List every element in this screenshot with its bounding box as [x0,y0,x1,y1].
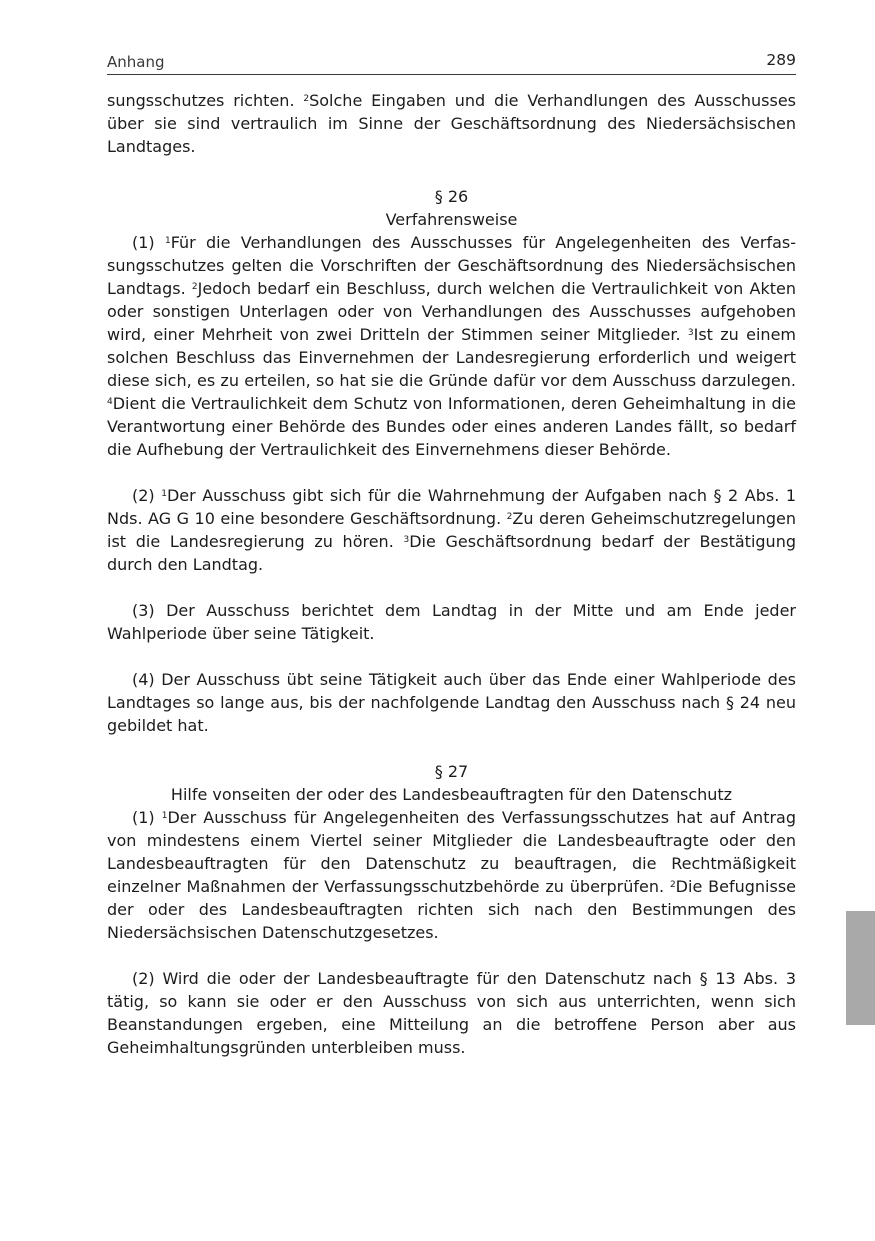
page-number: 289 [766,51,796,69]
section-27-title: Hilfe vonseiten der oder des Landesbeauftragten für den Datenschutz [170,785,733,804]
section-26-title: Verfahrensweise [385,210,518,229]
section-27-number: § 27 [434,762,469,781]
section-26-number: § 26 [434,187,469,206]
section-27-paragraph-1: (1) $^1$Der Ausschuss für Angelegenheiten des Verfassungsschutzes hat auf Antrag von mindestens einem Viertel seiner Mitglieder die Landesbeauftragte oder den Landesbeauftragten für den Datenschutz zu beauftragen, die Rechtmäßigkeit einzelner Maßnahmen der Verfassungsschutzbehörde zu überprüfen. $^2$Die Befugnisse der oder des Landesbeauftragten richten sich nach den Bestimmungen des Niedersächsischen Datenschutzgesetzes. [107,808,796,942]
page-body [107,89,796,1059]
section-26-paragraph-2: (2) $^1$Der Ausschuss gibt sich für die Wahrnehmung der Aufgaben nach § 2 Abs. 1 Nds. AG G 10 eine besondere Geschäftsordnung. $^2$Zu deren Geheimschutzregelungen ist die Landesregierung zu hören. $^3$Die Geschäftsordnung bedarf der Bestätigung durch den Landtag. [107,486,797,574]
running-header [107,52,796,75]
section-26-paragraph-1: (1) $^1$Für die Verhandlungen des Ausschusses für Angelegenheiten des Verfassungsschutzes gelten die Vorschriften der Geschäftsordnung des Niedersächsischen Landtags. $^2$Jedoch bedarf ein Beschluss, durch welchen die Vertraulichkeit von Akten oder sonstigen Unterlagen oder von Verhandlungen des Ausschusses aufgehoben wird, einer Mehrheit von zwei Dritteln der Stimmen seiner Mitglieder. $^3$Ist zu einem solchen Beschluss das Einvernehmen der Landesregierung erforderlich und weigert diese sich, es zu erteilen, so hat sie die Gründe dafür vor dem Ausschuss darzulegen. $^4$Dient die Vertraulichkeit dem Schutz von Informationen, deren Geheimhaltung in die Verantwortung einer Behörde des Bundes oder eines anderen Landes fällt, so bedarf die Aufhebung der Vertraulichkeit des Einvernehmens dieser Behörde. [107,233,797,459]
header-section-title: Anhang [107,53,165,71]
section-26-paragraph-3: (3) Der Ausschuss berichtet dem Landtag in der Mitte und am Ende jeder Wahlperiode über seine Tätigkeit. [107,601,796,643]
section-27-paragraph-2: (2) Wird die oder der Landesbeauftragte für den Datenschutz nach § 13 Abs. 3 tätig, so kann sie oder er den Ausschuss von sich aus unterrichten, wenn sich Beanstandungen ergeben, eine Mitteilung an die betroffene Person aber aus Geheimhaltungsgründen unterbleiben muss. [107,969,796,1057]
section-26-paragraph-4: (4) Der Ausschuss übt seine Tätigkeit auch über das Ende einer Wahlperiode des Landtages so lange aus, bis der nachfolgende Landtag den Ausschuss nach § 24 neu gebildet hat. [107,670,796,735]
thumb-index-tab [846,911,875,1025]
intro-paragraph: sungsschutzes richten. $^2$Solche Eingaben und die Verhandlungen des Ausschusses über sie sind vertraulich im Sinne der Geschäftsordnung des Niedersächsischen Landtages. [107,91,796,156]
